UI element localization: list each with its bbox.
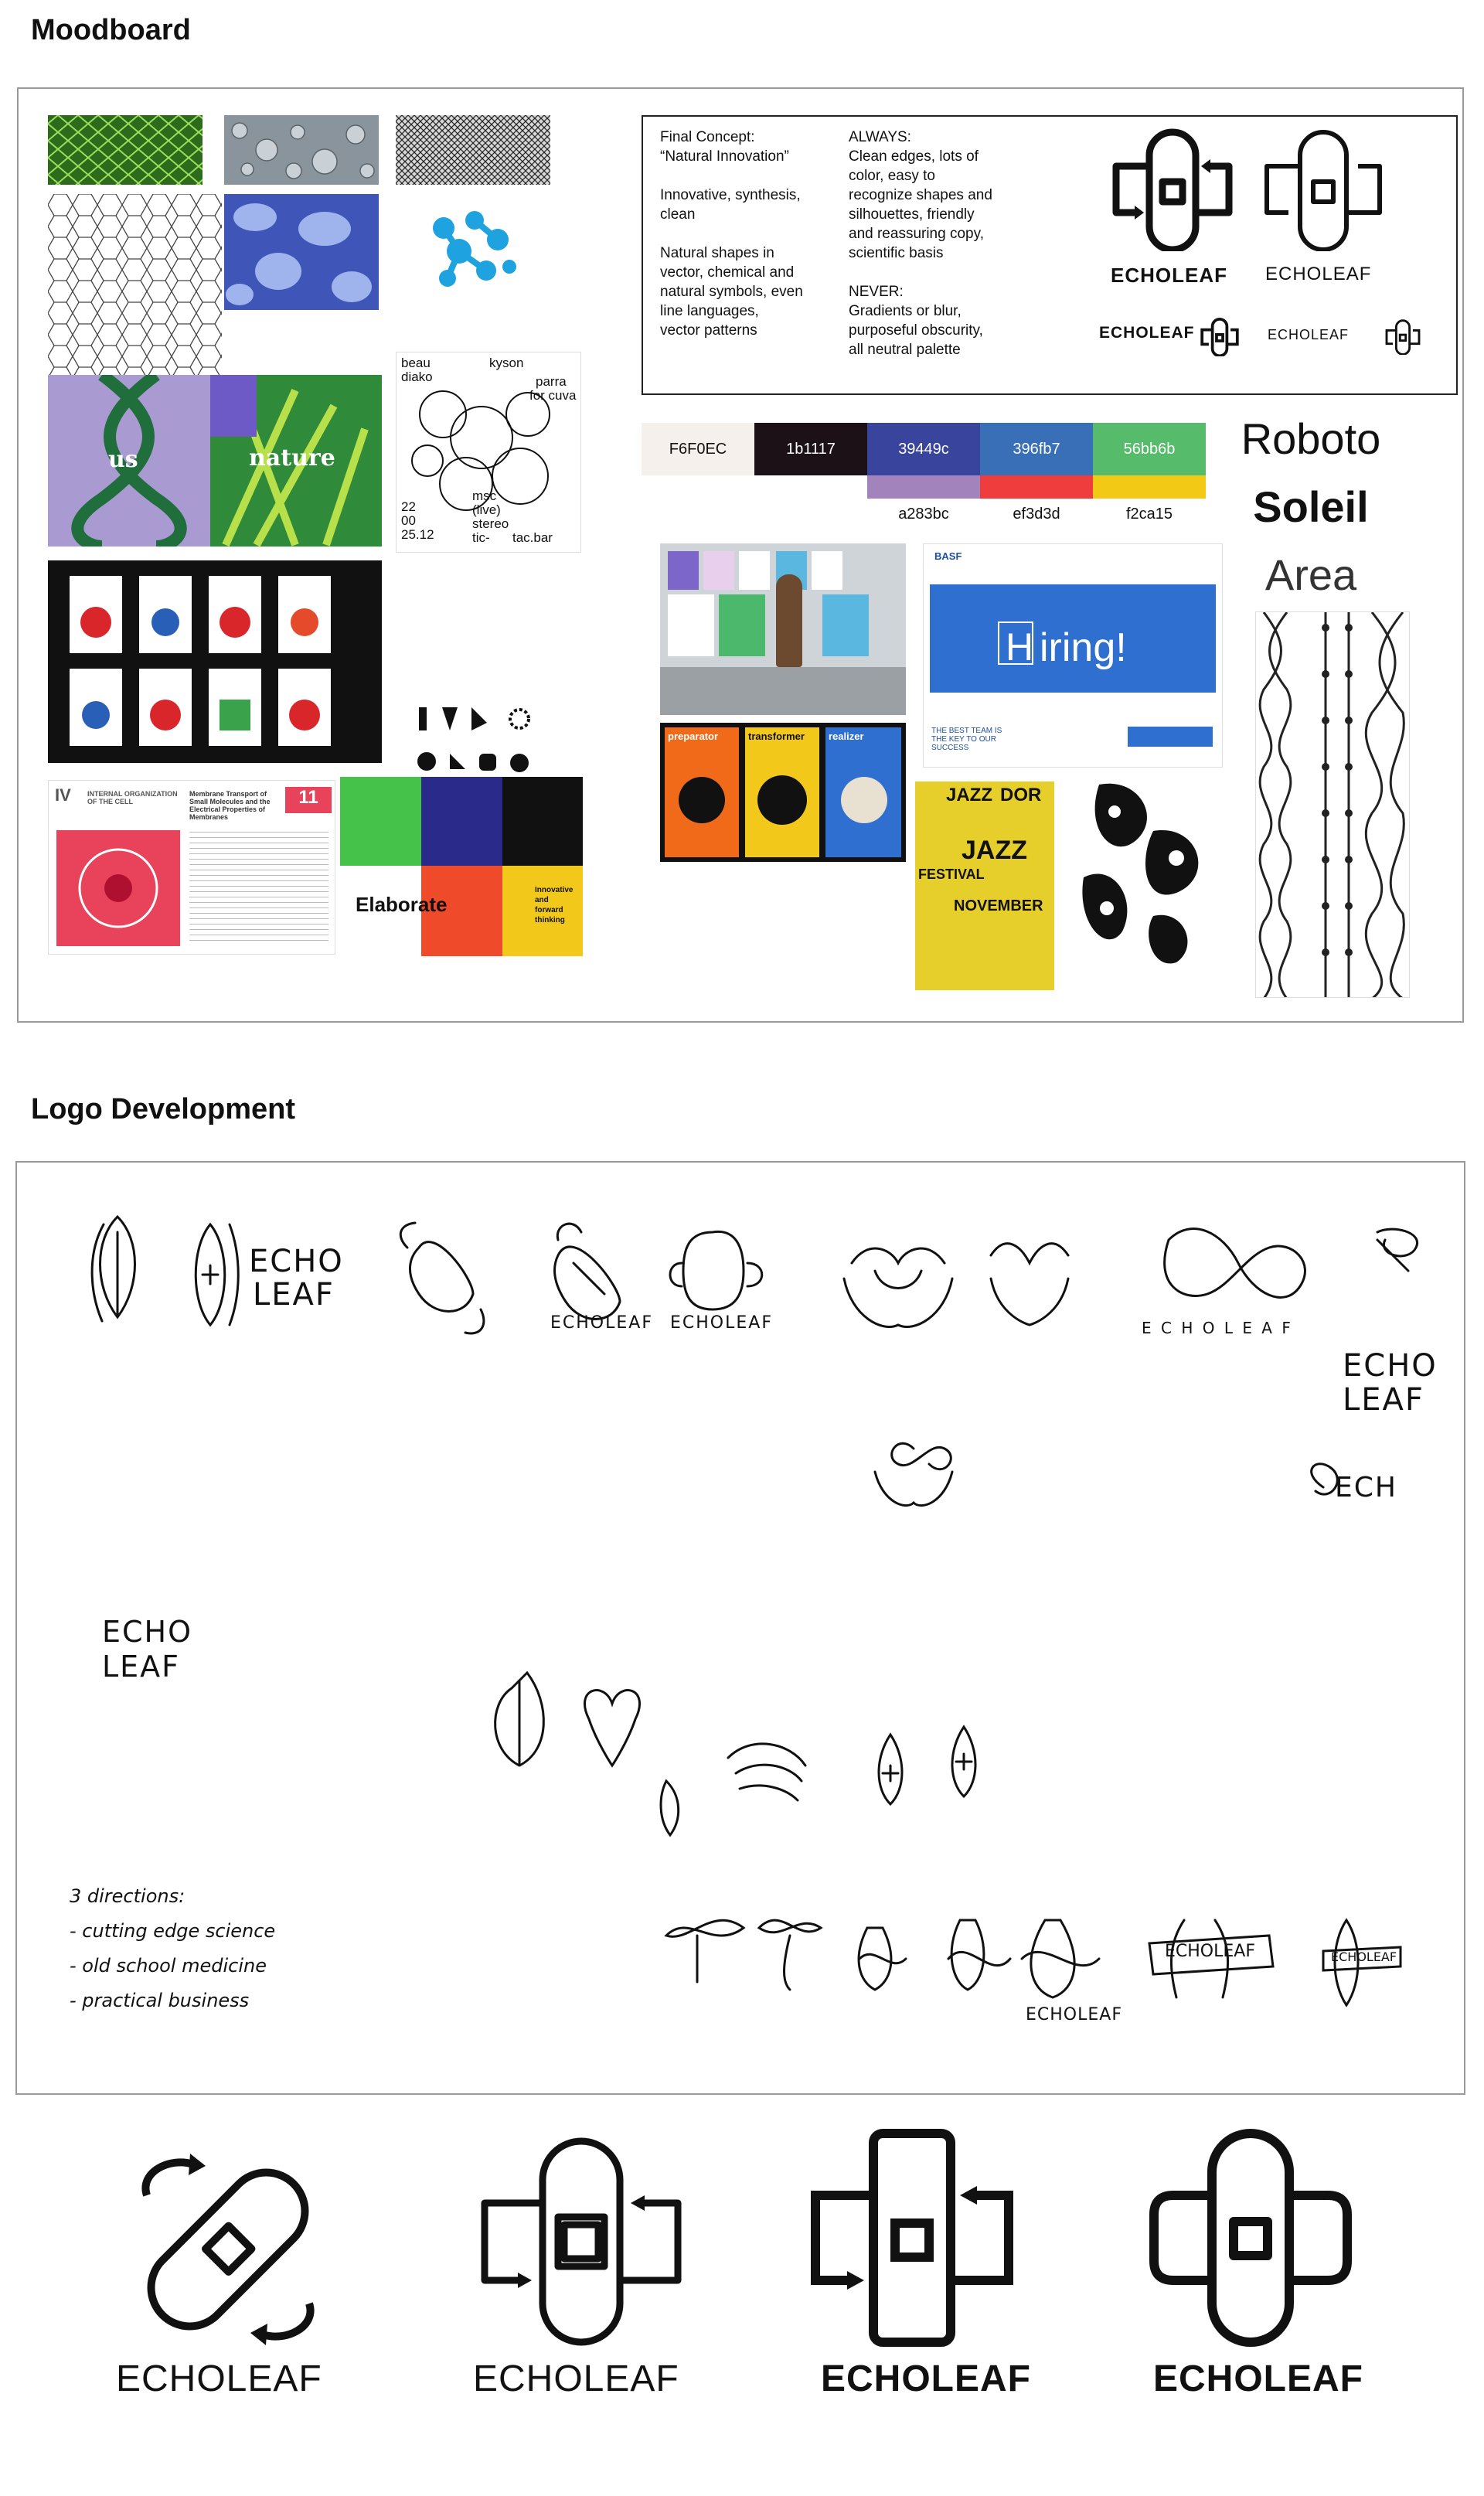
sketch-drop-plus-2-icon	[952, 1727, 975, 1796]
sketch-echo4-text: ECHO	[102, 1615, 193, 1649]
swatch-label-a283bc: a283bc	[898, 505, 949, 523]
chapter-number: IV	[55, 785, 71, 805]
sketch-echoleaf-text-4: ECHOLEAF	[1165, 1942, 1255, 1961]
final-wordmark-2: ECHOLEAF	[473, 2358, 679, 2399]
swatch-bar-ef3d3d	[980, 475, 1093, 499]
sketch-hands-lotus-2-icon	[991, 1244, 1068, 1325]
type-poster-line-12: tic-	[472, 530, 490, 545]
swatch-39449c: 39449c	[867, 423, 980, 475]
type-poster-line-8: 25.12	[401, 527, 434, 542]
sketch-leaf2-text: LEAF	[1343, 1382, 1424, 1418]
sketch-bandage-2-icon	[555, 1224, 620, 1319]
dna-us-poster	[48, 375, 210, 547]
jazz-word-2: DOR	[1000, 785, 1042, 805]
font-sample-roboto: Roboto	[1241, 414, 1381, 463]
concept-wordmark-2: ECHOLEAF	[1265, 264, 1372, 284]
sketch-leaf-plus-icon	[196, 1224, 238, 1325]
nature-poster	[210, 375, 382, 547]
sketch-infinity-leaf-4-icon	[948, 1920, 1010, 1990]
type-poster-line-13: tac.bar	[512, 530, 553, 545]
ink-blob-artwork	[1068, 769, 1221, 970]
swatch-56bb6b: 56bb6b	[1093, 423, 1206, 475]
notes-line-2: - cutting edge science	[70, 1920, 276, 1942]
sketch-leaf4-text: LEAF	[102, 1650, 181, 1684]
concept-logo-thin-icon	[1258, 128, 1389, 251]
always-never-text: ALWAYS: Clean edges, lots of color, easy to recognize shapes and silhouettes, friendly and reassuring copy, scientific basis NEVER: Gradients or blur, purposeful obscurity, all neutral palette	[849, 129, 992, 358]
poster-name-1: preparator	[668, 730, 719, 742]
concept-logo-bold-icon	[1107, 128, 1238, 251]
font-sample-area: Area	[1264, 550, 1357, 599]
final-logo-4-icon	[1142, 2126, 1359, 2350]
notes-line-3: - old school medicine	[70, 1955, 267, 1977]
final-logo-1-icon	[116, 2149, 340, 2350]
sketch-leaf-1-icon	[92, 1217, 134, 1321]
chapter-heading: Membrane Transport of Small Molecules and the Electrical Properties of Membranes	[189, 790, 271, 821]
sketch-heart-leaf-icon	[584, 1691, 639, 1766]
basf-team-text: THE BEST TEAM IS THE KEY TO OUR SUCCESS	[931, 727, 1002, 752]
moodboard-title: Moodboard	[31, 14, 191, 46]
crosshatch-texture-image	[396, 115, 550, 185]
logo-development-title: Logo Development	[31, 1093, 296, 1125]
poster-us-text: us	[108, 446, 138, 473]
sketch-echoleaf-text-3: ECHOLEAF	[1026, 2005, 1122, 2024]
elaborate-brand-board	[340, 777, 583, 956]
notes-line-4: - practical business	[70, 1990, 250, 2011]
sketch-board	[15, 1161, 1465, 2095]
moodboard-board	[17, 87, 1464, 1023]
sketch-echoleaf-text-5: ECHOLEAF	[1331, 1949, 1397, 1964]
sketch-echoleaf-text-2: ECHOLEAF	[670, 1313, 773, 1333]
final-wordmark-3: ECHOLEAF	[821, 2358, 1031, 2399]
concept-logo-small-icon-2	[1384, 319, 1422, 355]
final-logo-3-icon	[804, 2126, 1020, 2350]
type-poster-line-9: msc	[472, 489, 497, 503]
sketch-small-leaf-icon	[661, 1781, 679, 1835]
poster-name-2: transformer	[748, 730, 805, 742]
swatch-bar-a283bc	[867, 475, 980, 499]
blue-blob-pattern-image	[224, 194, 379, 310]
circle-type-poster	[396, 352, 581, 553]
molecule-logo-image	[413, 197, 529, 305]
type-poster-line-1: beau	[401, 356, 431, 370]
concept-box	[642, 115, 1458, 395]
water-droplets-image	[224, 115, 379, 185]
poster-nature-text: nature	[249, 444, 335, 472]
swatch-1b1117: 1b1117	[754, 423, 867, 475]
jazz-word-3: JAZZ	[962, 836, 1027, 865]
font-sample-soleil: Soleil	[1253, 482, 1369, 531]
sketch-tag-infinity-icon	[1377, 1229, 1418, 1271]
concept-wordmark-3: ECHOLEAF	[1099, 324, 1195, 342]
jazz-word-5: FESTIVAL	[918, 867, 985, 882]
science-posters-grid	[48, 560, 382, 763]
concept-wordmark-1: ECHOLEAF	[1111, 264, 1227, 287]
sketch-echoleaf-text-1: ECHOLEAF	[550, 1313, 653, 1333]
swatch-label-f2ca15: f2ca15	[1125, 505, 1173, 523]
cell-textbook-spread	[48, 780, 335, 955]
swatch-bar-f2ca15	[1093, 475, 1206, 499]
type-poster-line-11: stereo	[472, 516, 509, 531]
dna-pattern-strips	[1255, 611, 1410, 998]
type-poster-line-5: for cuva	[529, 388, 577, 403]
type-poster-line-6: 22	[401, 499, 416, 514]
type-poster-line-7: 00	[401, 513, 416, 528]
sketch-waves-leaf-icon	[728, 1744, 805, 1800]
sketch-echo-text: ECHO	[249, 1244, 344, 1279]
swatch-396fb7: 396fb7	[980, 423, 1093, 475]
sketch-echo3-text: ECH	[1335, 1472, 1397, 1503]
basf-h-letter: H	[1006, 625, 1034, 669]
concept-logo-small-icon-1	[1198, 318, 1241, 356]
swatch-f6f0ec: F6F0EC	[642, 423, 754, 475]
poster-name-3: realizer	[829, 730, 864, 742]
sketch-drop-plus-1-icon	[879, 1735, 902, 1804]
final-concept-text: Final Concept: “Natural Innovation” Innovative, synthesis, clean Natural shapes in vector, chemical and natural symbols, even line languages, vector patterns	[660, 129, 803, 339]
jazz-word-4: NOVEMBER	[954, 897, 1043, 914]
sketch-hands-infinity-icon	[875, 1443, 952, 1505]
sketch-echo2-text: ECHO	[1343, 1348, 1438, 1384]
type-poster-line-2: diako	[401, 369, 433, 384]
jazz-word-1: JAZZ	[946, 785, 992, 805]
sketch-hands-lotus-1-icon	[844, 1248, 952, 1326]
final-logo-2-icon	[473, 2133, 689, 2350]
type-poster-line-3: kyson	[489, 356, 524, 370]
sketch-echoleaf-spaced-text: E C H O L E A F	[1142, 1319, 1293, 1337]
type-poster-line-4: parra	[536, 374, 567, 389]
sketch-infinity-leaf-5-icon	[1022, 1920, 1099, 1997]
swatch-label-ef3d3d: ef3d3d	[1013, 505, 1060, 523]
type-poster-line-10: (live)	[472, 502, 501, 517]
event-wall-photo	[660, 543, 906, 715]
sketch-infinity-leaf-3-icon	[859, 1928, 906, 1990]
elaborate-text: Elaborate	[356, 893, 448, 916]
sketch-infinity-leaf-1-icon	[666, 1920, 744, 1982]
sketch-echo-infinity-icon	[1312, 1464, 1338, 1494]
notes-line-1: 3 directions:	[70, 1885, 186, 1907]
sketch-bandage-1-icon	[400, 1223, 484, 1333]
leaf-vein-image	[48, 115, 203, 185]
basf-hiring-text: iring!	[1040, 625, 1127, 670]
sketch-bandage-3-icon	[670, 1231, 762, 1309]
basf-logo: BASF	[934, 550, 962, 562]
final-wordmark-4: ECHOLEAF	[1153, 2358, 1363, 2399]
concept-wordmark-4: ECHOLEAF	[1268, 327, 1350, 342]
basf-hiring-board	[923, 543, 1223, 768]
wing-cells-image	[48, 194, 222, 380]
chapter-page-number: 11	[285, 787, 332, 813]
role-posters	[660, 723, 906, 862]
innovative-text: Innovative and forward thinking	[535, 886, 574, 925]
sketch-leaf-veins-icon	[495, 1673, 544, 1766]
chapter-title: INTERNAL ORGANIZATION OF THE CELL	[87, 790, 178, 805]
sketch-leaf-text: LEAF	[253, 1277, 335, 1313]
sketch-infinity-leaf-2-icon	[759, 1920, 821, 1990]
final-wordmark-1: ECHOLEAF	[116, 2358, 322, 2399]
jazz-festival-poster	[915, 781, 1054, 990]
sketch-infinity-band-icon	[1165, 1229, 1305, 1298]
